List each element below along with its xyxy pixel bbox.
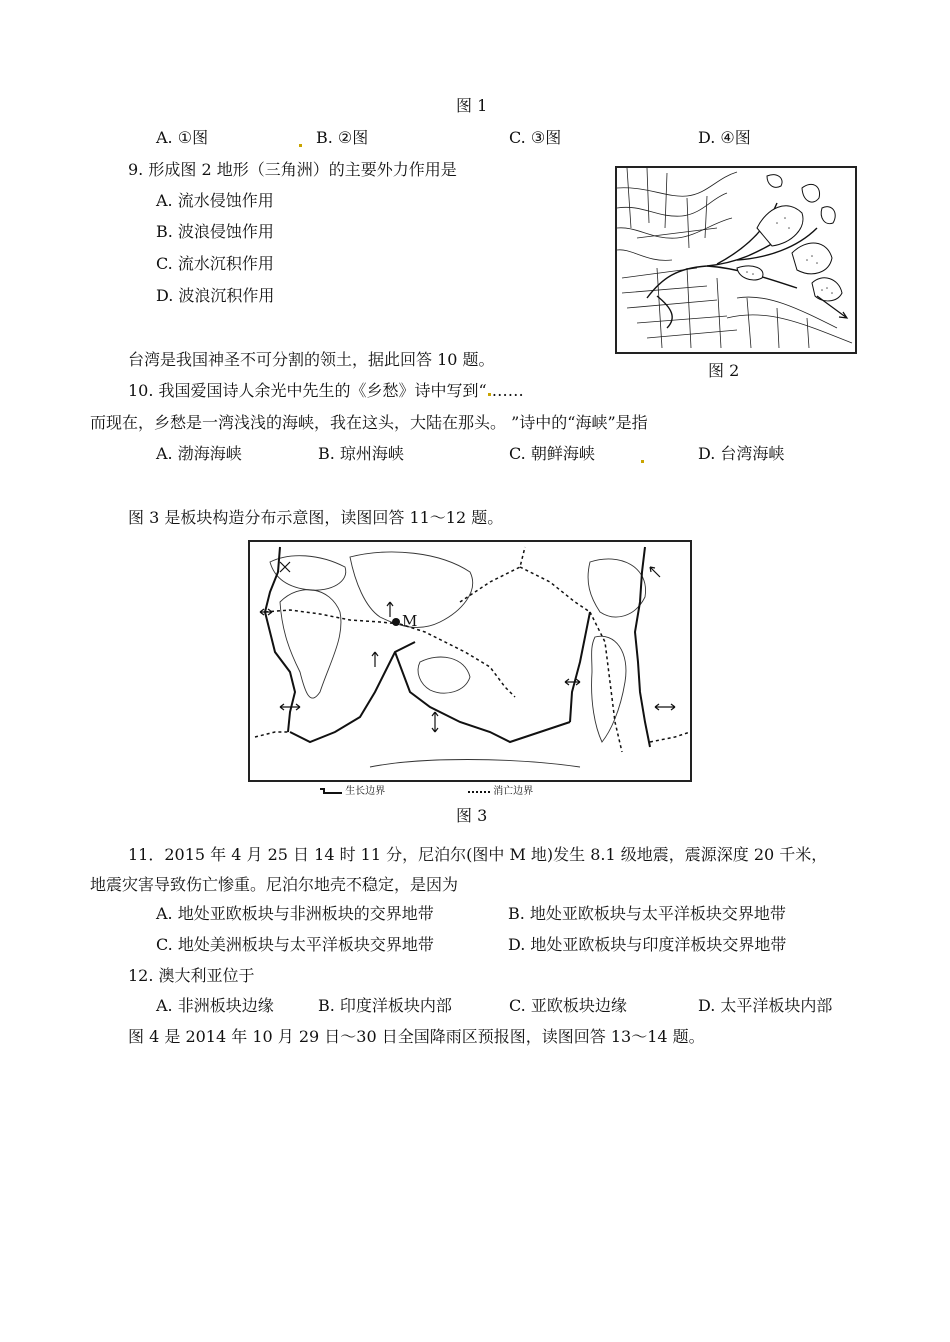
south-american-trench — [590, 612, 622, 752]
east-pacific-rise — [570, 612, 590, 722]
australia-outline — [418, 657, 470, 693]
legend-growth — [320, 786, 385, 798]
arrow-icon — [650, 567, 660, 577]
q9-option-d: D. 波浪沉积作用 — [156, 286, 275, 305]
north-pacific-trench — [520, 567, 590, 612]
arrow-icon — [655, 704, 675, 710]
q9-option-c: C. 流水沉积作用 — [156, 254, 274, 273]
q10-option-a: A. 渤海海峡 — [156, 444, 242, 463]
west-pacific-trench — [460, 547, 525, 602]
q9-stem: 9. 形成图 2 地形（三角洲）的主要外力作用是 — [128, 160, 457, 179]
q8-option-c: C. ③图 — [509, 128, 562, 147]
q11-option-a: A. 地处亚欧板块与非洲板块的交界地带 — [156, 904, 434, 923]
figure-2-delta-map — [615, 166, 857, 354]
q10-option-c: C. 朝鲜海峡 — [509, 444, 595, 463]
q9-option-a: A. 流水侵蚀作用 — [156, 191, 274, 210]
fig1-caption: 图 1 — [456, 96, 488, 115]
africa-outline — [280, 590, 341, 698]
plate-boundary-map — [250, 542, 690, 780]
arrow-icon — [432, 712, 438, 732]
q9-option-b: B. 波浪侵蚀作用 — [156, 222, 274, 241]
q10-stem-ellipsis: …… — [491, 381, 524, 400]
mark-dot — [299, 144, 302, 147]
q13-intro: 图 4 是 2014 年 10 月 29 日～30 日全国降雨区预报图，读图回答 13～14 题。 — [128, 1027, 705, 1046]
q12-option-a: A. 非洲板块边缘 — [156, 996, 274, 1015]
point-m-label: M — [402, 612, 418, 630]
q10-stem-line1 — [128, 381, 524, 401]
fig2-caption: 图 2 — [708, 361, 740, 380]
cross-icon — [280, 562, 290, 572]
europe-outline — [270, 556, 346, 591]
mid-atlantic-ridge-east — [635, 547, 650, 747]
mid-atlantic-ridge-west — [265, 547, 295, 732]
q11-option-d: D. 地处亚欧板块与印度洋板块交界地带 — [508, 935, 787, 954]
delta-illustration — [617, 168, 855, 352]
mark-dot — [488, 393, 491, 396]
legend-subduct — [468, 786, 533, 798]
q10-stem-line2: 而现在，乡愁是一湾浅浅的海峡，我在这头，大陆在那头。 ”诗中的“海峡”是指 — [90, 413, 648, 432]
north-america-outline — [588, 559, 646, 617]
figure-3-plate-map — [248, 540, 692, 782]
q12-option-c: C. 亚欧板块边缘 — [509, 996, 627, 1015]
q10-option-d: D. 台湾海峡 — [698, 444, 785, 463]
q11-option-c: C. 地处美洲板块与太平洋板块交界地带 — [156, 935, 434, 954]
q8-option-d: D. ④图 — [698, 128, 751, 147]
legend-growth-label: 生长边界 — [345, 786, 386, 797]
arrow-icon — [565, 679, 580, 685]
southeast-indian-ridge — [395, 652, 570, 742]
q8-option-a: A. ①图 — [156, 128, 209, 147]
q10-intro: 台湾是我国神圣不可分割的领土，据此回答 10 题。 — [128, 350, 495, 369]
q11-intro: 图 3 是板块构造分布示意图，读图回答 11～12 题。 — [128, 508, 504, 527]
point-m-marker — [392, 618, 400, 626]
fig3-caption: 图 3 — [456, 806, 488, 825]
arrow-icon — [387, 602, 393, 617]
q8-option-b: B. ②图 — [316, 128, 369, 147]
southern-boundary-west — [255, 732, 290, 737]
q12-option-d: D. 太平洋板块内部 — [698, 996, 833, 1015]
legend-growth-symbol — [320, 786, 342, 796]
southern-boundary-east — [650, 732, 690, 742]
q11-stem-line2: 地震灾害导致伤亡惨重。尼泊尔地壳不稳定，是因为 — [90, 875, 459, 894]
q11-option-b: B. 地处亚欧板块与太平洋板块交界地带 — [508, 904, 786, 923]
q11-stem-line1: 11．2015 年 4 月 25 日 14 时 11 分，尼泊尔(图中 M 地)发生 8.1 级地震，震源深度 20 千米， — [128, 845, 828, 864]
mark-dot — [641, 460, 644, 463]
antarctica-outline — [370, 760, 580, 768]
south-america-outline — [592, 636, 626, 742]
q12-option-b: B. 印度洋板块内部 — [318, 996, 452, 1015]
legend-subduct-symbol — [468, 786, 490, 796]
q12-stem: 12. 澳大利亚位于 — [128, 966, 255, 985]
arrow-icon — [372, 652, 378, 667]
q10-option-b: B. 琼州海峡 — [318, 444, 404, 463]
legend-subduct-label: 消亡边界 — [493, 786, 534, 797]
q10-stem-text: 10. 我国爱国诗人余光中先生的《乡愁》诗中写到“ — [128, 381, 487, 400]
